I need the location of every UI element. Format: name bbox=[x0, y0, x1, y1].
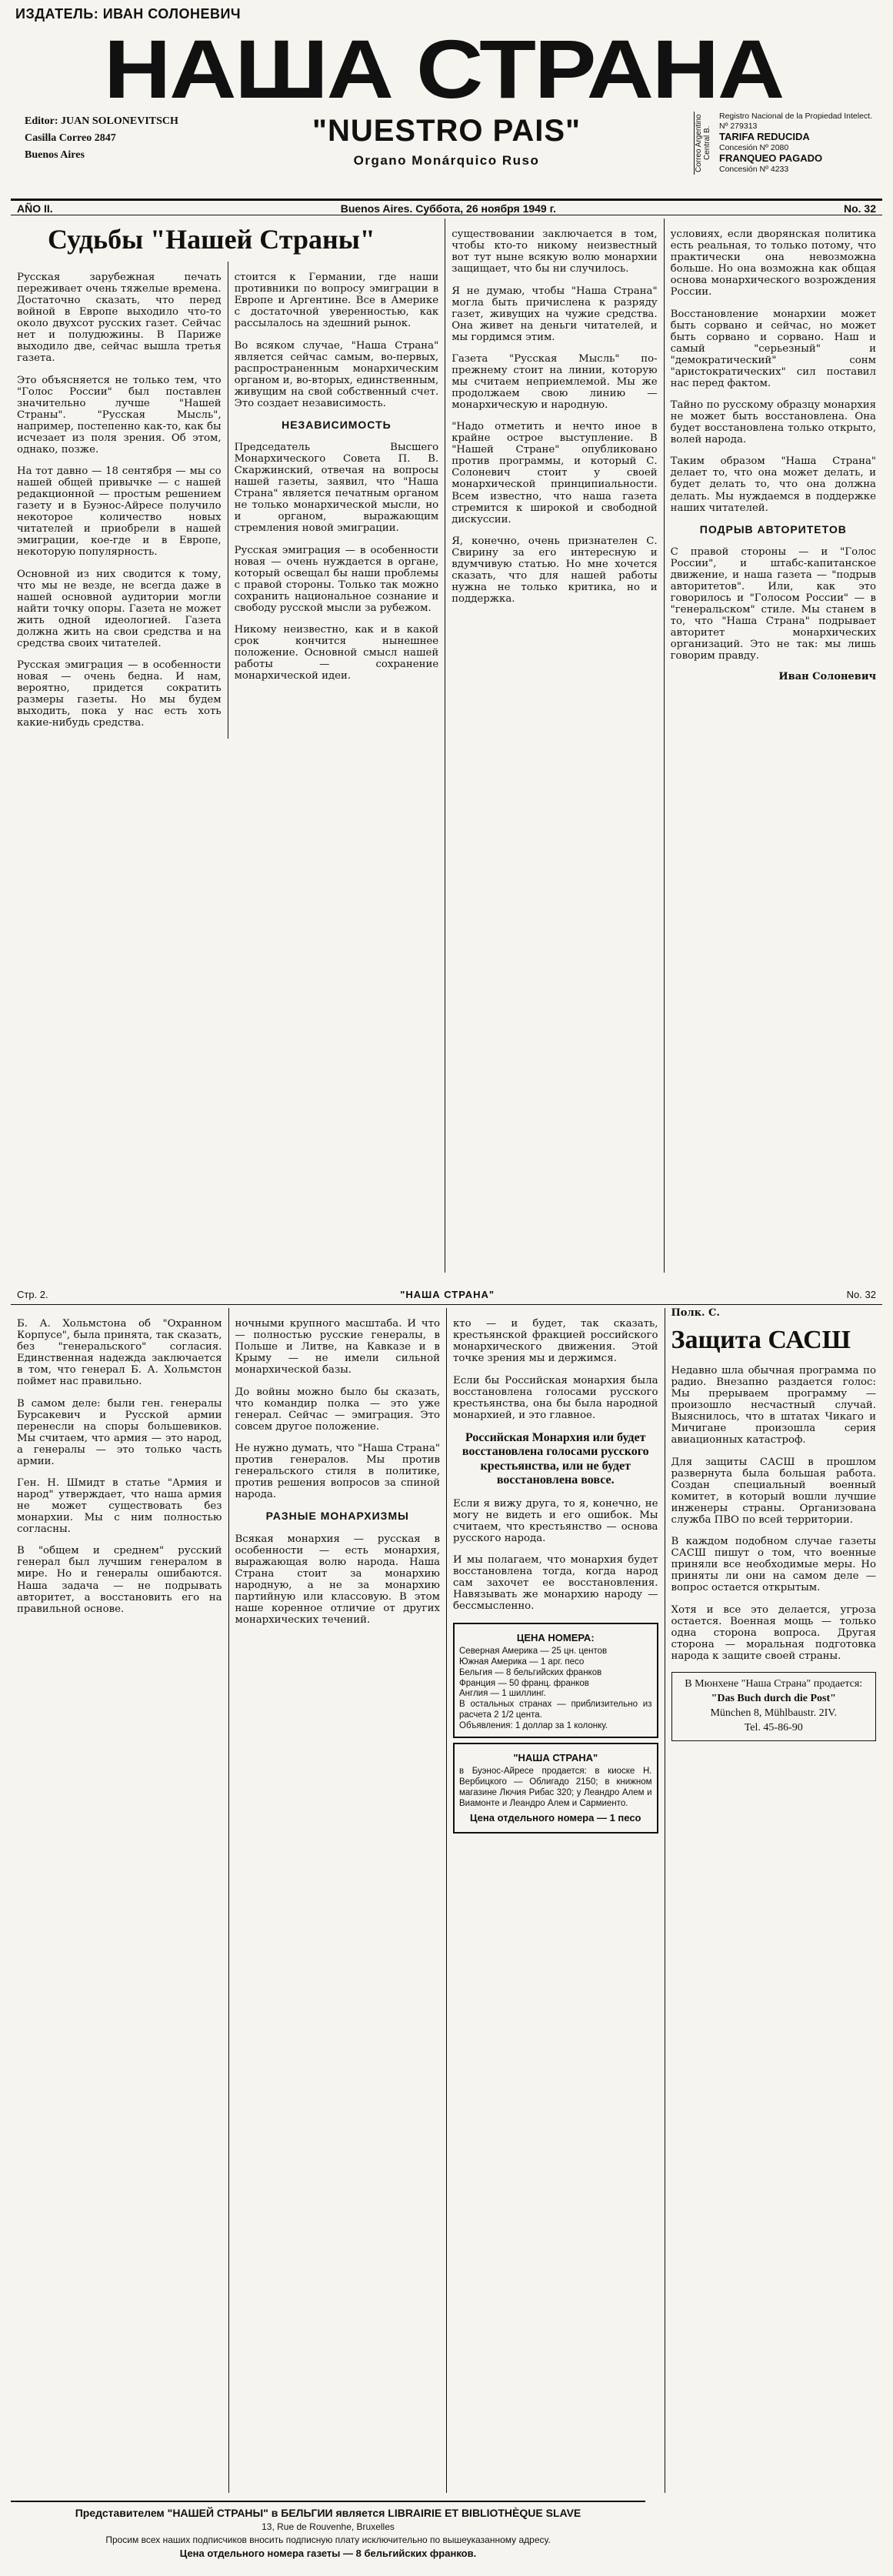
paragraph: Хотя и все это делается, угроза остается. Военная мощь — только одна сторона вопроса. Другая сторона — моральная подготовка народа к защите своей страны. bbox=[671, 1603, 876, 1662]
page2-header bbox=[11, 1285, 882, 1305]
price-line: Южная Америка — 1 арг. песо bbox=[459, 1657, 585, 1667]
spanish-title: "NUESTRO PAIS" bbox=[312, 114, 581, 148]
year-label: AÑO II. bbox=[17, 202, 53, 215]
section-heading: Российская Монархия или будет восстановлена голосами русского крестьянства, или не будет восстановлена вовсе. bbox=[461, 1431, 649, 1487]
registro: Registro Nacional de la Propiedad Intelect. Nº 279313 bbox=[719, 112, 873, 131]
signature: Иван Солоневич bbox=[778, 671, 876, 683]
date-label: Buenos Aires. Суббота, 26 ноября 1949 г. bbox=[340, 202, 556, 215]
article-title: Защита САСШ bbox=[671, 1325, 851, 1354]
paragraph: существовании заключается в том, чтобы кто-то никому неизвестный вот тут ныне всякую волю монархии защищает, что бы ни случилось. bbox=[451, 229, 658, 275]
paragraph: Основной из них сводится к тому, что мы не везде, не всегда даже в нашей основной аудитории могли найти точку опоры. Газета не может жить одной идеологией. Газета должна жить на свои средства и на средства своих читателей. bbox=[17, 568, 222, 649]
single-price: Цена отдельного номера — 1 песо bbox=[470, 1812, 641, 1824]
paragraph: С правой стороны — и "Голос России", и штабс-капитанское движение, и наша газета — "подрыв авторитетов". Или, как это говорилось и "Голосом России" — в "генеральском" стиле. Мы станем в то, что "Наша Страна" подрывает авторитет монархических организаций. Это не так: мы лишь говорим правду. bbox=[670, 546, 876, 662]
lead-col-b bbox=[228, 262, 439, 739]
paragraph: "Надо отметить и нечто иное в крайне острое выступление. В "Нашей Стране" опубликовано против программы, и который С. Солоневич стоит у своей монархической принципиальности. Всем известно, что наша газета стремится к широкой и свободной дискуссии. bbox=[451, 421, 658, 526]
editor-name: Editor: JUAN SOLONEVITSCH bbox=[25, 115, 178, 127]
paragraph: Это объясняется не только тем, что "Голос России" был поставлен значительно лучше "Нашей Страны". "Русская Мысль", например, постепенно как-то, как бы исчезает из поля зрения. Об этом, однако, позже. bbox=[17, 374, 222, 455]
page2-issue: No. 32 bbox=[846, 1289, 876, 1300]
franqueo: FRANQUEO PAGADO bbox=[719, 152, 823, 165]
paragraph: Б. А. Хольмстона об "Охранном Корпусе", была принята, так сказать, без "генеральского" согласия. Единственная надежда заключается в том, что генерал Б. А. Хольмстон поймет нас правильно. bbox=[17, 1318, 222, 1388]
ad-line: Tel. 45-86-90 bbox=[744, 1721, 803, 1733]
paragraph: Газета "Русская Мысль" по-прежнему стоит на линии, которую мы считаем неприемлемой. Мы же продолжаем свою линию — монархическую и народную. bbox=[451, 353, 658, 412]
address-box bbox=[453, 1743, 658, 1834]
page1-columns bbox=[11, 219, 882, 1273]
author-label: Полк. С. bbox=[671, 1308, 720, 1319]
price-line: Бельгия — 8 бельгийских франков bbox=[459, 1667, 602, 1677]
page2-col2 bbox=[228, 1308, 447, 2493]
price-line: В остальных странах — приблизительно из расчета 2 1/2 цента. bbox=[459, 1700, 652, 1720]
paragraph: стоится к Германии, где наши противники по вопросу эмиграции в Европе и Аргентине. Все в Америке с достаточной уверенностью, как рассылалось на здешний рынок. bbox=[234, 272, 439, 330]
publisher-line: ИЗДАТЕЛЬ: ИВАН СОЛОНЕВИЧ bbox=[15, 6, 242, 22]
price-line: Северная Америка — 25 цн. центов bbox=[459, 1647, 608, 1657]
dateline bbox=[11, 199, 882, 215]
lead-headline: Судьбы "Нашей Страны" bbox=[48, 224, 375, 255]
postal-info bbox=[719, 112, 879, 175]
paragraph: Русская зарубежная печать переживает очень тяжелые времена. Достаточно сказать, что перед войной в Европе выходило что-то около двухсот русских газет. Сейчас нет и полудюжины. В Париже выходило две, сейчас вышла третья газета. bbox=[17, 272, 222, 365]
section-heading: РАЗНЫЕ МОНАРХИЗМЫ bbox=[265, 1510, 409, 1523]
city: Buenos Aires bbox=[25, 149, 85, 161]
paragraph: Председатель Высшего Монархического Совета П. В. Скаржинский, отвечая на вопросы нашей газеты, заявил, что "Наша Страна" является печатным органом не только монархической мысли, но и органом, выражающим стремления новой эмиграции. bbox=[234, 442, 439, 535]
address-title: "НАША СТРАНА" bbox=[513, 1751, 598, 1763]
price-line: Франция — 50 франц. франков bbox=[459, 1678, 589, 1688]
prices-box bbox=[453, 1623, 658, 1738]
notice-line: Представителем "НАШЕЙ СТРАНЫ" в БЕЛЬГИИ является LIBRAIRIE ET BIBLIOTHÈQUE SLAVE bbox=[75, 2507, 581, 2519]
ad-line: München 8, Mühlbaustr. 2IV. bbox=[710, 1707, 838, 1719]
paragraph: Тайно по русскому образцу монархия не может быть восстановлена. Она будет восстановлена только открыто, волей народа. bbox=[670, 399, 876, 446]
paragraph: В "общем и среднем" русский генерал был лучшим генералом в мире. Но и генералы ошибаются. Наша задача — не подрывать авторитет, а восстановить его на правильной основе. bbox=[17, 1545, 222, 1615]
page-two bbox=[11, 1285, 882, 2562]
paragraph: Если я вижу друга, то я, конечно, не могу не видеть и его ошибок. Мы считаем, что крестьянство — основа русского народа. bbox=[453, 1497, 658, 1544]
paragraph: Восстановление монархии может быть сорвано и сейчас, но может быть сорвано и сорвано. Наш и самый "серьезный" и "демократический" сонм "аристократических" сил поставил нас перед фактом. bbox=[670, 308, 876, 389]
paragraph: До войны можно было бы сказать, что командир полка — это уже генерал. Сейчас — эмиграция. Это совсем другое положение. bbox=[235, 1386, 440, 1433]
page2-col1 bbox=[11, 1308, 228, 2493]
paragraph: кто — и будет, так сказать, крестьянской фракцией российского монархического движения. Этой точке зрения мы и держимся. bbox=[453, 1318, 658, 1365]
belgium-notice bbox=[11, 2501, 645, 2559]
page1-col4 bbox=[664, 219, 882, 1273]
concesion-2: Concesión Nº 4233 bbox=[719, 164, 789, 174]
paragraph: Русская эмиграция — в особенности новая — очень бедна. И нам, вероятно, придется сократить размеры газеты. Но мы будем выходить, пока у нас есть хоть какие-нибудь средства. bbox=[17, 659, 222, 729]
paragraph: В самом деле: были ген. генералы Бурсакевич и Русской армии перенесли на споры большевиков. Мы считаем, что армия — это народ, а генералы — это только часть армии. bbox=[17, 1397, 222, 1467]
prices-title: ЦЕНА НОМЕРА: bbox=[516, 1631, 595, 1643]
paragraph: Таким образом "Наша Страна" делает то, что она может делать, и будет делать то, что она должна делать. Мы нуждаемся в поддержке наших читателей. bbox=[670, 455, 876, 514]
masthead-center bbox=[249, 114, 644, 169]
concesion-1: Concesión Nº 2080 bbox=[719, 142, 789, 152]
paragraph: В каждом подобном случае газеты САСШ пишут о том, что военные приняли все необходимые меры. Но приняты ли они на самом деле — вопрос остается открытым. bbox=[671, 1536, 876, 1594]
page-number: Стр. 2. bbox=[17, 1289, 48, 1300]
newspaper-title: НАША СТРАНА bbox=[104, 22, 783, 115]
lead-article bbox=[11, 219, 445, 1273]
page1-col3 bbox=[445, 219, 663, 1273]
section-heading: НЕЗАВИСИМОСТЬ bbox=[282, 419, 392, 432]
munich-ad bbox=[671, 1672, 877, 1741]
page2-columns bbox=[11, 1308, 882, 2493]
paragraph: Я не думаю, чтобы "Наша Страна" могла быть причислена к разряду газет, живущих на чужие средства. Она живет на деньги читателей, и мы гордимся этим. bbox=[451, 285, 658, 343]
paragraph: Никому неизвестно, как и в какой срок кончится нынешнее положение. Основной смысл нашей работы — сохранение монархической идеи. bbox=[234, 623, 439, 682]
editor-info bbox=[25, 115, 202, 166]
notice-line: Просим всех наших подписчиков вносить подписную плату исключительно по вышеуказанному адресу. bbox=[105, 2534, 551, 2545]
paragraph: Я, конечно, очень признателен С. Свирину за его интересную и вдумчивую статью. Но мне хочется сказать, что для нашей работы нужна не только критика, но и поддержка. bbox=[451, 535, 658, 605]
paragraph: Ген. Н. Шмидт в статье "Армия и народ" утверждает, что наша армия не может существовать без монархии. Мы с ним полностью согласны. bbox=[17, 1477, 222, 1536]
paragraph: Не нужно думать, что "Наша Страна" против генералов. Мы против генеральского стиля в политике, против решения вопросов за спиной народа. bbox=[235, 1443, 440, 1501]
paragraph: Если бы Российская монархия была восстановлена голосами русского крестьянства, она бы была народной монархией, и это главное. bbox=[453, 1374, 658, 1421]
lead-col-a bbox=[17, 262, 228, 739]
page-one bbox=[11, 0, 882, 1277]
ad-line: В Мюнхене "Наша Страна" продается: bbox=[685, 1677, 863, 1690]
paragraph: ночными крупного масштаба. И что — полностью русские генералы, в Польше и Литве, на Кавказе и в Крыму — не имели сильной монархической базы. bbox=[235, 1318, 440, 1376]
issue-label: No. 32 bbox=[843, 202, 876, 215]
notice-line: 13, Rue de Rouvenhe, Bruxelles bbox=[262, 2521, 395, 2532]
price-line: Англия — 1 шиллинг. bbox=[459, 1689, 546, 1699]
paragraph: условиях, если дворянская политика есть реальная, то только потому, что практически она невозможна больше. Но она возможна как общая основа монархического возрождения России. bbox=[670, 229, 876, 299]
page2-col4 bbox=[665, 1308, 883, 2493]
ad-line: "Das Buch durch die Post" bbox=[711, 1692, 836, 1704]
paragraph: Во всяком случае, "Наша Страна" является сейчас самым, во-первых, распространенным монархическим органом и, во-вторых, единственным, живущим на свой собственный счет. Это создает независимость. bbox=[234, 339, 439, 409]
tarifa: TARIFA REDUCIDA bbox=[719, 131, 810, 143]
notice-line: Цена отдельного номера газеты — 8 бельгийских франков. bbox=[179, 2548, 477, 2559]
page2-title: "НАША СТРАНА" bbox=[400, 1289, 495, 1300]
masthead bbox=[11, 0, 882, 196]
casilla: Casilla Correo 2847 bbox=[25, 132, 116, 144]
address-text: в Буэнос-Айресе продается: в киоске Н. Вербицкого — Облигадо 2150; в книжном магазине Лючия Рибас 320; у Леандро Алем и Виамонте и Леандро Алем и Сармиенто. bbox=[459, 1767, 652, 1808]
paragraph: Недавно шла обычная программа по радио. Внезапно раздается голос: Мы прерываем программу — произошло несчастный случай. Выяснилось, что в штатах Чикаго и Мичигане произошла серия авиационных катастроф. bbox=[671, 1365, 876, 1446]
page2-col3 bbox=[446, 1308, 665, 2493]
section-heading: ПОДРЫВ АВТОРИТЕТОВ bbox=[699, 522, 847, 536]
paragraph: И мы полагаем, что монархия будет восстановлена тогда, когда народ сам захочет ее восстановления. Навязывать же монархию народу — бессмысленно. bbox=[453, 1554, 658, 1613]
organo-line: Organo Monárquico Ruso bbox=[353, 153, 540, 168]
price-line: Объявления: 1 доллар за 1 колонку. bbox=[459, 1720, 608, 1730]
paragraph: Всякая монархия — русская в особенности — есть монархия, выражающая волю народа. Наша Страна стоит за монархию народную, а не за монархию партийную или классовую. В этом наше коренное отличие от других монархических течений. bbox=[235, 1533, 440, 1626]
paragraph: На тот давно — 18 сентября — мы со нашей общей привычке — с нашей редакционной — простым решением газету и в Буэнос-Айресе получило некоторое количество новых читателей и приобрели в нашей эмиграции, кое-где и в Европе, некоторую популярность. bbox=[17, 465, 222, 559]
paragraph: Русская эмиграция — в особенности новая — очень нуждается в органе, который освещал бы наши проблемы с правой стороны. Только так можно сохранить национальное сознание и свободу русской мысли за рубежом. bbox=[234, 544, 439, 614]
paragraph: Для защиты САСШ в прошлом развернута была большая работа. Создан специальный военный комитет, в который вошли лучшие инженеры страны. Организована служба ПВО по всей территории. bbox=[671, 1456, 876, 1526]
correo-vertical: Correo Argentino Central B. bbox=[694, 112, 715, 175]
